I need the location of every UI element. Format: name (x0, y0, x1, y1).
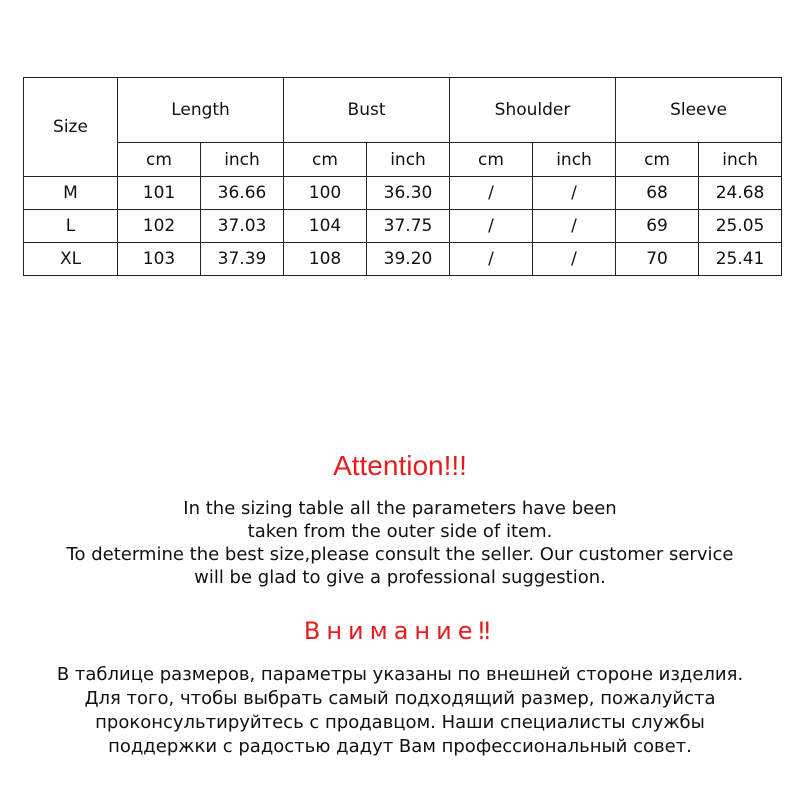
size-header: Size (24, 78, 118, 177)
notice-line: Для того, чтобы выбрать самый подходящий размер, пожалуйста (84, 688, 716, 709)
notice-line: taken from the outer side of item. (247, 521, 553, 542)
notice-paragraph-en-2 (0, 543, 800, 589)
unit-row (24, 143, 782, 177)
value-cell: 36.30 (367, 177, 450, 210)
value-cell: 37.03 (201, 210, 284, 243)
value-cell: / (533, 210, 616, 243)
value-cell: / (533, 177, 616, 210)
unit-cell: inch (367, 143, 450, 177)
unit-cell: cm (450, 143, 533, 177)
header-length: Length (118, 78, 284, 143)
header-sleeve: Sleeve (616, 78, 782, 143)
notice-line: В таблице размеров, параметры указаны по внешней стороне изделия. (56, 664, 744, 685)
table-row (24, 243, 782, 276)
table-row (24, 177, 782, 210)
table-row (24, 210, 782, 243)
notice-paragraph-ru (0, 663, 800, 759)
value-cell: 25.41 (699, 243, 782, 276)
header-row (24, 78, 782, 143)
unit-cell: cm (616, 143, 699, 177)
size-cell: L (24, 210, 118, 243)
value-cell: 24.68 (699, 177, 782, 210)
value-cell: 68 (616, 177, 699, 210)
value-cell: 101 (118, 177, 201, 210)
value-cell: 104 (284, 210, 367, 243)
value-cell: / (450, 243, 533, 276)
value-cell: 25.05 (699, 210, 782, 243)
unit-cell: cm (118, 143, 201, 177)
value-cell: 37.75 (367, 210, 450, 243)
unit-cell: cm (284, 143, 367, 177)
header-shoulder: Shoulder (450, 78, 616, 143)
unit-cell: inch (201, 143, 284, 177)
unit-cell: inch (699, 143, 782, 177)
value-cell: 69 (616, 210, 699, 243)
value-cell: 39.20 (367, 243, 450, 276)
value-cell: 102 (118, 210, 201, 243)
value-cell: 36.66 (201, 177, 284, 210)
size-cell: M (24, 177, 118, 210)
notice-line: поддержки с радостью дадут Вам профессиональный совет. (108, 736, 692, 757)
value-cell: / (450, 210, 533, 243)
notice-line: In the sizing table all the parameters have been (183, 498, 617, 519)
size-cell: XL (24, 243, 118, 276)
notice-line: To determine the best size,please consult the seller. Our customer service (66, 544, 734, 565)
header-bust: Bust (284, 78, 450, 143)
value-cell: 103 (118, 243, 201, 276)
notice-line: проконсультируйтесь с продавцом. Наши специалисты службы (95, 712, 705, 733)
value-cell: 108 (284, 243, 367, 276)
attention-heading-en: Attention!!! (333, 450, 467, 481)
notice-line: will be glad to give a professional suggestion. (194, 567, 606, 588)
value-cell: / (450, 177, 533, 210)
value-cell: 37.39 (201, 243, 284, 276)
attention-heading-ru: Внимание‼ (303, 617, 497, 645)
value-cell: 70 (616, 243, 699, 276)
value-cell: 100 (284, 177, 367, 210)
unit-cell: inch (533, 143, 616, 177)
value-cell: / (533, 243, 616, 276)
notice-paragraph-en-1 (0, 497, 800, 543)
size-table (23, 77, 782, 276)
